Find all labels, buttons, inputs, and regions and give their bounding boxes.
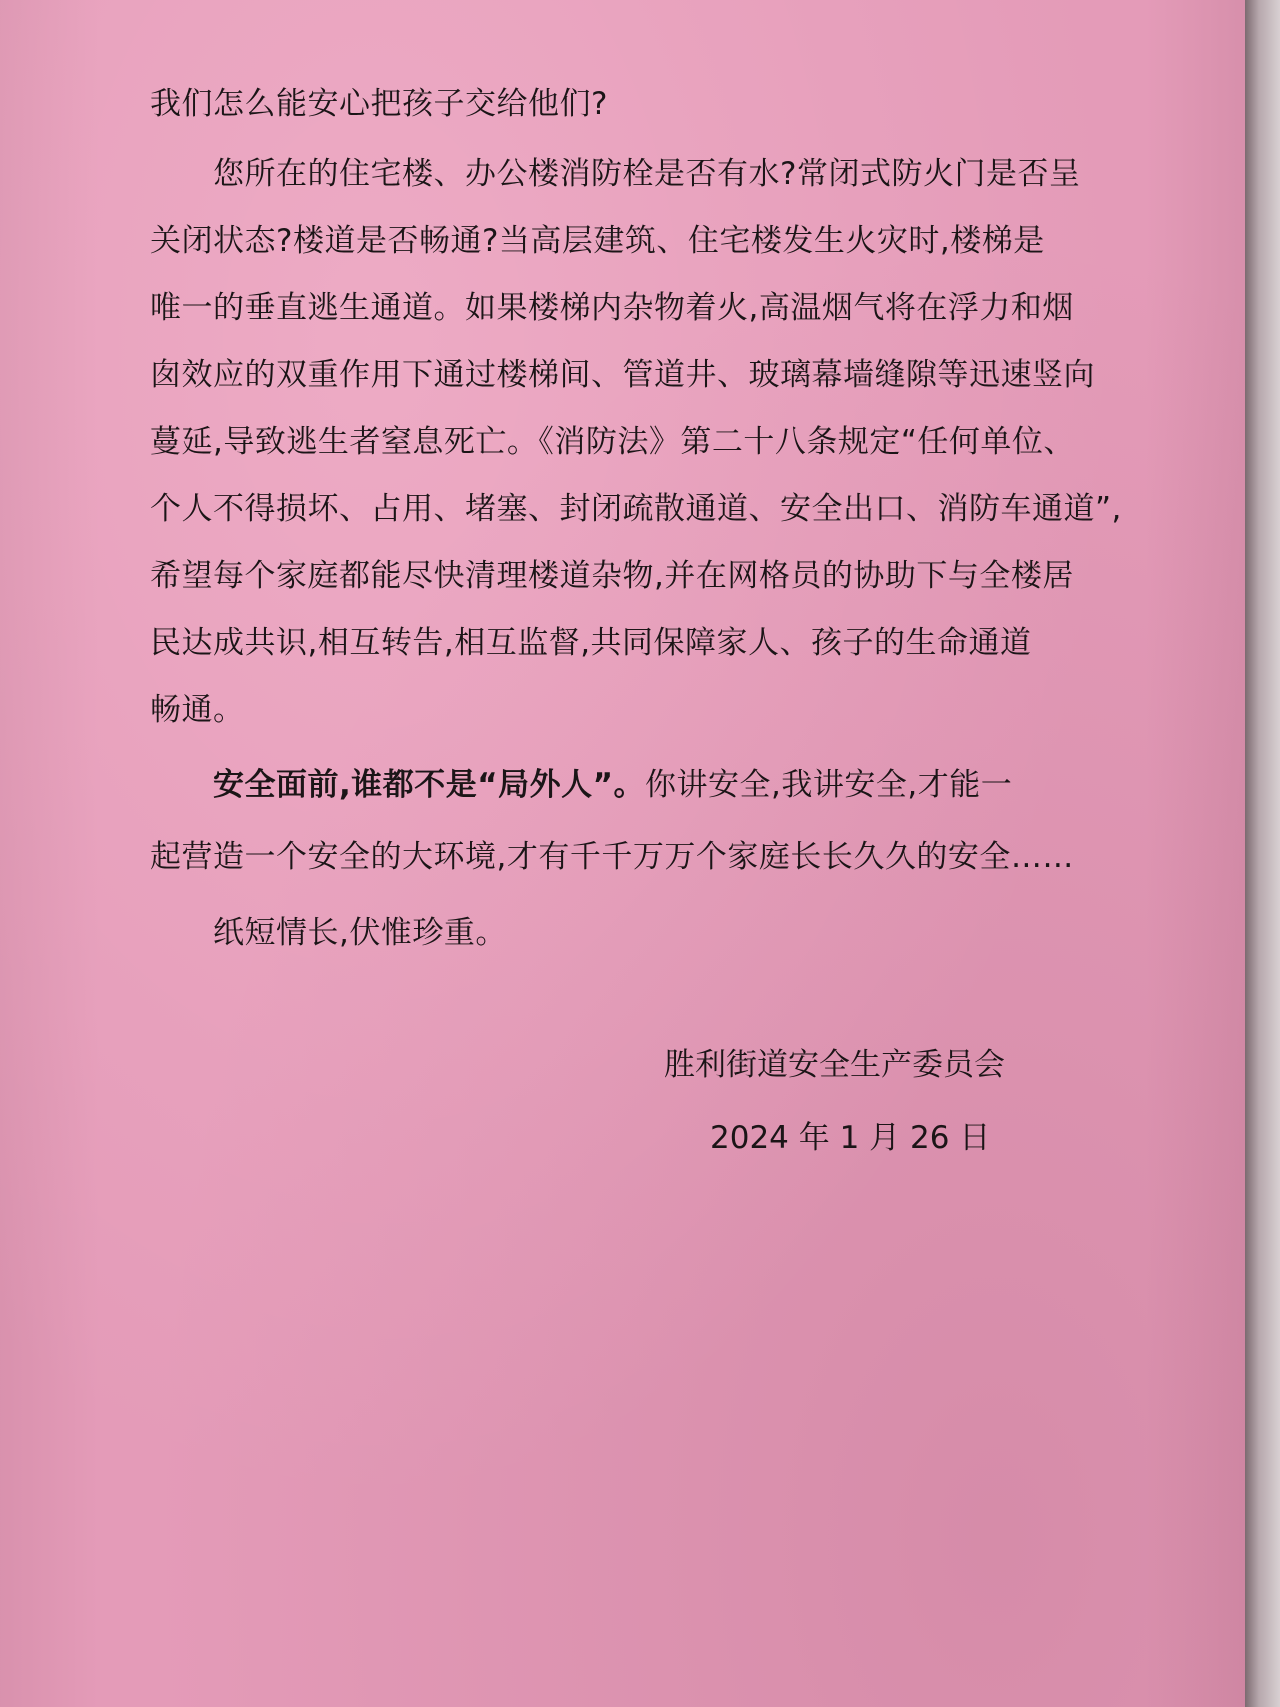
text-line-3: 关闭状态?楼道是否畅通?当高层建筑、住宅楼发生火灾时,楼梯是 (150, 223, 1045, 259)
text-line-5: 囱效应的双重作用下通过楼梯间、管道井、玻璃幕墙缝隙等迅速竖向 (150, 357, 1095, 393)
text-line-6: 蔓延,导致逃生者窒息死亡。《消防法》第二十八条规定“任何单位、 (150, 424, 1075, 460)
text-line-4: 唯一的垂直逃生通道。如果楼梯内杂物着火,高温烟气将在浮力和烟 (150, 290, 1074, 326)
text-line-8: 希望每个家庭都能尽快清理楼道杂物,并在网格员的协助下与全楼居 (150, 558, 1074, 594)
text-line-7: 个人不得损坏、占用、堵塞、封闭疏散通道、安全出口、消防车通道”, (150, 491, 1122, 527)
paragraph-safety-line-2: 起营造一个安全的大环境,才有千千万万个家庭长长久久的安全…… (150, 839, 1074, 875)
text-line-10: 畅通。 (150, 692, 245, 728)
paragraph-safety-text: 你讲安全,我讲安全,才能一 (645, 767, 1013, 803)
signature: 胜利街道安全生产委员会 (664, 1047, 1005, 1083)
paragraph-safety-line-1 (213, 765, 1012, 805)
date: 2024 年 1 月 26 日 (710, 1120, 991, 1156)
page-edge (1245, 0, 1280, 1707)
emphasis-text: 安全面前,谁都不是“局外人”。 (213, 767, 646, 803)
text-line-9: 民达成共识,相互转告,相互监督,共同保障家人、孩子的生命通道 (150, 625, 1032, 661)
text-line-1: 我们怎么能安心把孩子交给他们? (150, 86, 608, 122)
closing-text: 纸短情长,伏惟珍重。 (213, 915, 507, 951)
text-line-2: 您所在的住宅楼、办公楼消防栓是否有水?常闭式防火门是否呈 (213, 156, 1081, 192)
